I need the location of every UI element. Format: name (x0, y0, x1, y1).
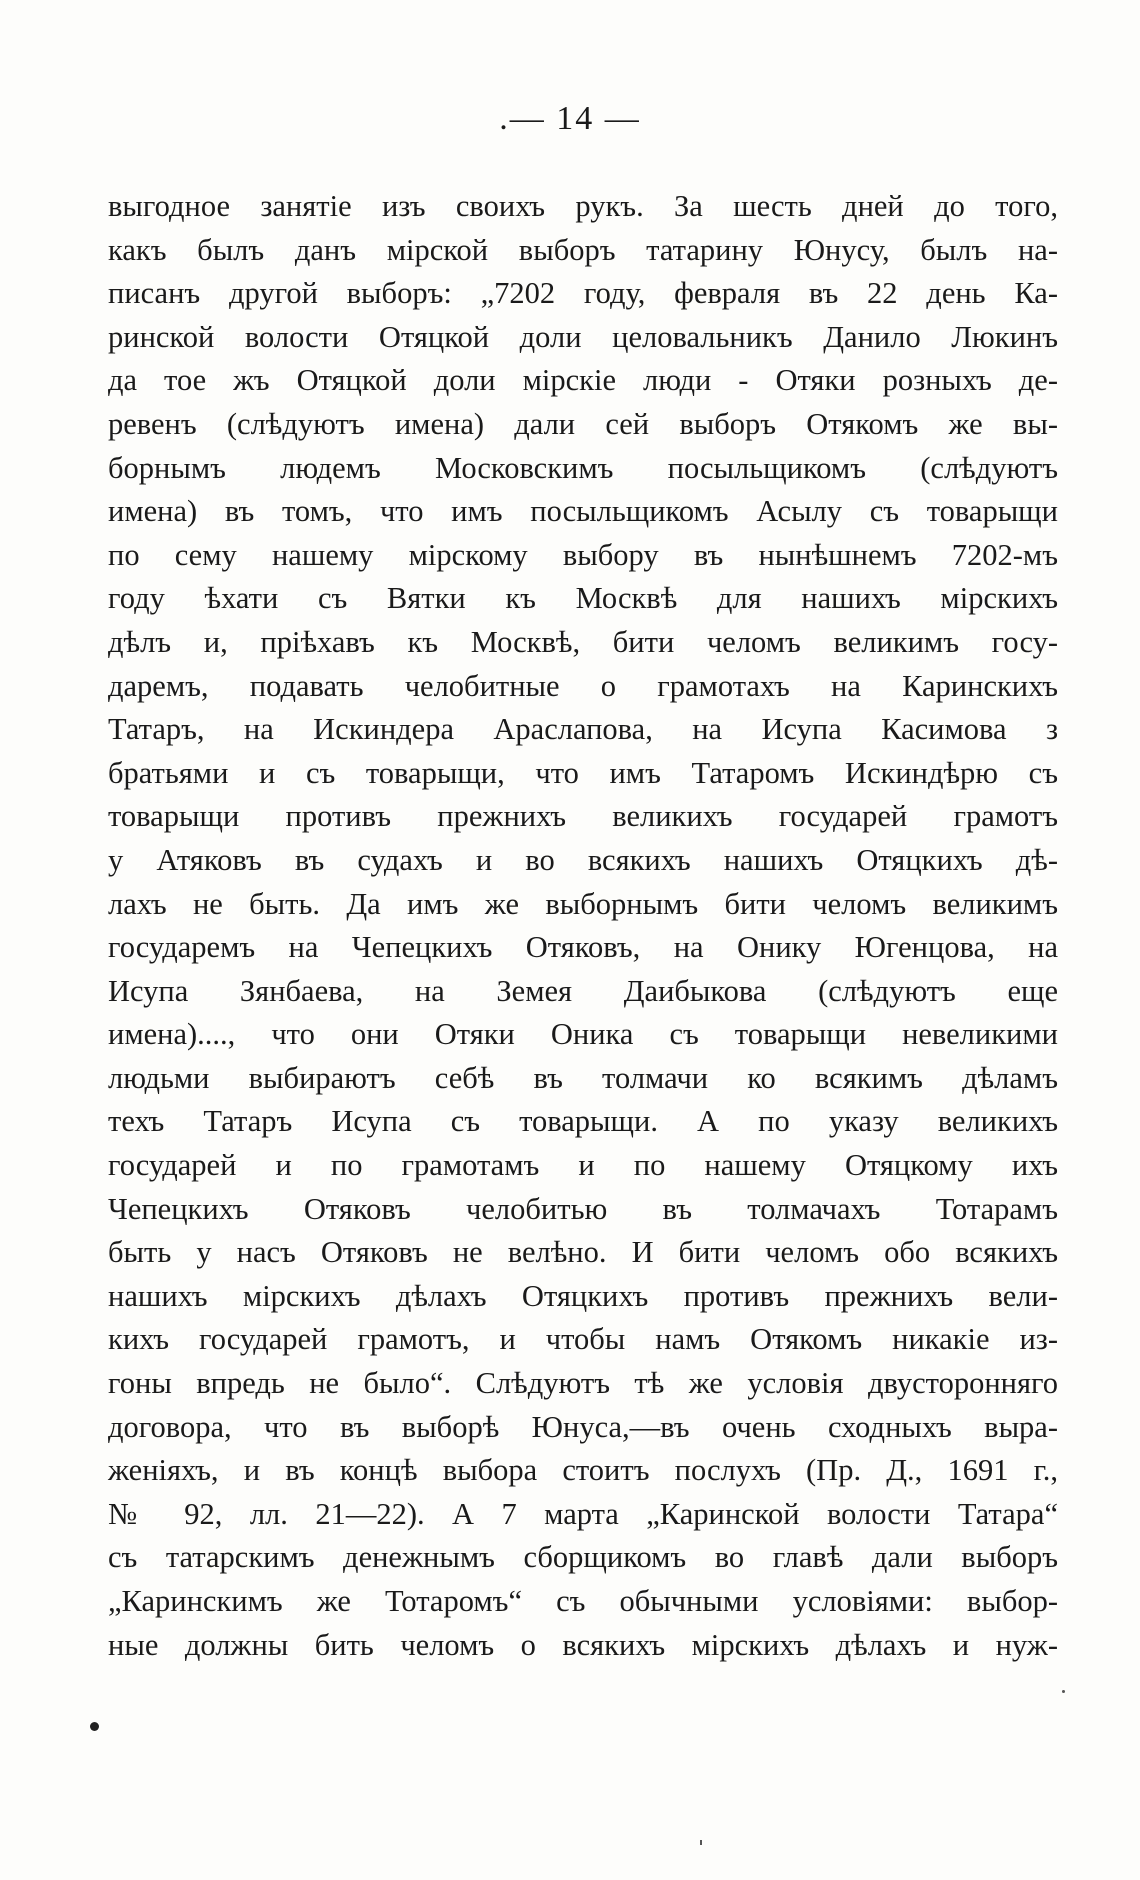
text-line: писанъ другой выборъ: „7202 году, февраля въ 22 день Ка- (108, 276, 1058, 311)
text-line: имена) въ томъ, что имъ посыльщикомъ Асылу съ товарыщи (108, 494, 1058, 529)
text-line: дѣлъ и, пріѣхавъ къ Москвѣ, бити челомъ великимъ госу- (108, 624, 1058, 659)
text-line: кихъ государей грамотъ, и чтобы намъ Отякомъ никакіе из- (108, 1322, 1058, 1357)
text-line: ные должны бить челомъ о всякихъ мірскихъ дѣлахъ и нуж- (108, 1627, 1058, 1662)
text-line: какъ былъ данъ мірской выборъ татарину Юнусу, былъ на- (108, 232, 1058, 267)
text-line: даремъ, подавать челобитные о грамотахъ на Каринскихъ (108, 668, 1058, 703)
text-line: № 92, лл. 21—22). А 7 марта „Каринской волости Татара“ (108, 1496, 1058, 1531)
text-line: техъ Татаръ Исупа съ товарыщи. А по указу великихъ (108, 1104, 1058, 1139)
text-line: году ѣхати съ Вятки къ Москвѣ для нашихъ мірскихъ (108, 581, 1058, 616)
text-line: „Каринскимъ же Тотаромъ“ съ обычными условіями: выбор- (108, 1584, 1058, 1618)
text-line: съ татарскимъ денежнымъ сборщикомъ во главѣ дали выборъ (108, 1540, 1058, 1575)
text-line: договора, что въ выборѣ Юнуса,—въ очень сходныхъ выра- (108, 1409, 1058, 1444)
text-line: у Атяковъ въ судахъ и во всякихъ нашихъ Отяцкихъ дѣ- (108, 842, 1058, 877)
ink-spot (90, 1722, 99, 1731)
text-line: выгодное занятіе изъ своихъ рукъ. За шесть дней до того, (108, 189, 1058, 223)
text-line: государей и по грамотамъ и по нашему Отяцкому ихъ (108, 1148, 1058, 1183)
text-line: гоны впредь не было“. Слѣдуютъ тѣ же условія двусторонняго (108, 1366, 1058, 1401)
text-line: по сему нашему мірскому выбору въ нынѣшнемъ 7202-мъ (108, 537, 1058, 572)
text-line: борнымъ людемъ Московскимъ посыльщикомъ (слѣдуютъ (108, 450, 1058, 485)
text-line: ринской волости Отяцкой доли целовальникъ Данило Люкинъ (108, 319, 1058, 354)
text-line: государемъ на Чепецкихъ Отяковъ, на Онику Югенцова, на (108, 930, 1058, 965)
text-line: Татаръ, на Искиндера Араслапова, на Исупа Касимова з (108, 712, 1058, 747)
text-line: быть у насъ Отяковъ не велѣно. И бити челомъ обо всякихъ (108, 1235, 1058, 1270)
text-line: лахъ не быть. Да имъ же выборнымъ бити челомъ великимъ (108, 886, 1058, 921)
text-line: Исупа Зянбаева, на Земея Даибыкова (слѣдуютъ еще (108, 973, 1058, 1008)
text-line: Чепецкихъ Отяковъ челобитью въ толмачахъ Тотарамъ (108, 1191, 1058, 1226)
ink-speck (1062, 1690, 1065, 1693)
page-number: .— 14 — (499, 100, 641, 137)
ink-speck (700, 1840, 702, 1845)
text-line: да тое жъ Отяцкой доли мірскіе люди - Отяки розныхъ де- (108, 363, 1058, 398)
text-line: имена)...., что они Отяки Оника съ товарыщи невеликими (108, 1017, 1058, 1052)
text-line: женіяхъ, и въ концѣ выбора стоитъ послухъ (Пр. Д., 1691 г., (108, 1453, 1058, 1488)
body-text (108, 185, 1058, 1667)
text-line: нашихъ мірскихъ дѣлахъ Отяцкихъ противъ прежнихъ вели- (108, 1278, 1058, 1313)
text-line: братьями и съ товарыщи, что имъ Татаромъ Искиндѣрю съ (108, 755, 1058, 790)
text-line: ревенъ (слѣдуютъ имена) дали сей выборъ Отякомъ же вы- (108, 406, 1058, 441)
text-line: людьми выбираютъ себѣ въ толмачи ко всякимъ дѣламъ (108, 1060, 1058, 1095)
text-line: товарыщи противъ прежнихъ великихъ государей грамотъ (108, 799, 1058, 834)
